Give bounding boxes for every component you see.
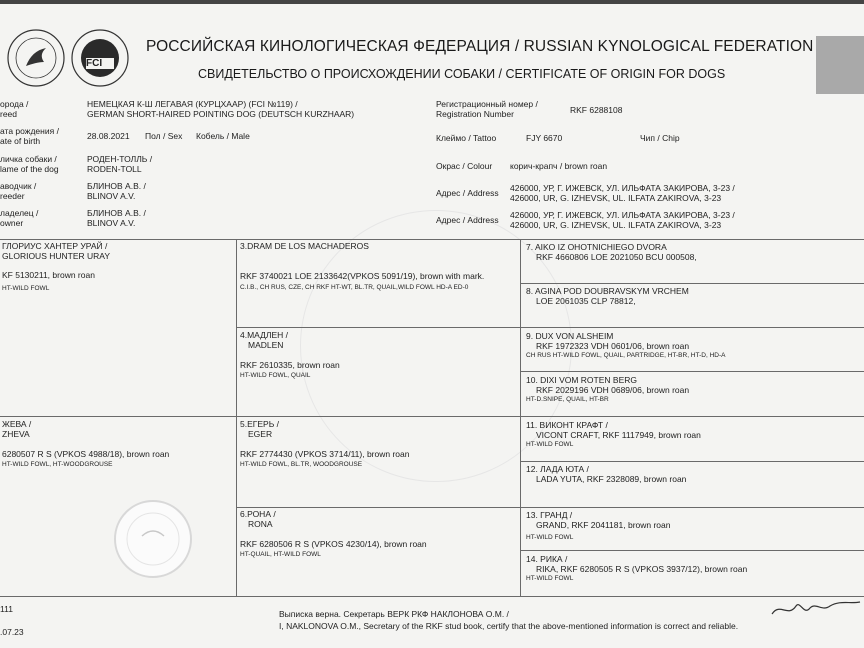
- name-label: личка собаки / lame of the dog: [0, 154, 59, 174]
- signature-icon: [770, 594, 862, 622]
- grid-line: [520, 371, 864, 372]
- dob-label: ата рождения / ate of birth: [0, 126, 59, 146]
- grid-line: [236, 239, 237, 596]
- name-value: РОДЕН-ТОЛЛЬ / RODEN-TOLL: [87, 154, 153, 174]
- great-grandparent-7: 7. AIKO IZ OHOTNICHIEGO DVORA RKF 4660806 LOE 2021050 BCU 000508,: [526, 242, 697, 262]
- fci-logo-text: FCI: [86, 58, 103, 69]
- great-grandparent-10: 10. DIXI VOM ROTEN BERG RKF 2029196 VDH 0689/06, brown roan HT-D.SNIPE, QUAIL, HT-BR: [526, 375, 690, 403]
- owner-address-label: Адрес / Address: [436, 215, 499, 225]
- chip-label: Чип / Chip: [640, 133, 680, 143]
- redacted-box: [816, 36, 864, 94]
- breeder-label: аводчик / reeder: [0, 181, 37, 201]
- great-grandparent-11: 11. ВИКОНТ КРАФТ / VICONT CRAFT, RKF 1117949, brown roan HT-WILD FOWL: [526, 420, 701, 448]
- sex-value: Кобель / Male: [196, 131, 250, 141]
- dob-value: 28.08.2021: [87, 131, 130, 141]
- tattoo-value: FJY 6670: [526, 133, 563, 143]
- great-grandparent-9: 9. DUX VON ALSHEIM RKF 1972323 VDH 0601/06, brown roan CH RUS HT-WILD FOWL, QUAIL, PARTRIDGE, HT-BR, HT-D, HD-A: [526, 331, 726, 359]
- top-border: [0, 0, 864, 4]
- footer-left-number: 111: [0, 604, 13, 614]
- sex-label: Пол / Sex: [145, 131, 183, 141]
- breeder-value: БЛИНОВ А.В. / BLINOV A.V.: [87, 181, 146, 201]
- owner-value: БЛИНОВ А.В. / BLINOV A.V.: [87, 208, 146, 228]
- grid-line: [236, 507, 864, 508]
- grid-line: [520, 239, 521, 596]
- stamp-icon: [112, 498, 194, 580]
- grid-line: [0, 416, 864, 417]
- grid-line: [0, 239, 864, 240]
- grandparent-3: 3.DRAM DE LOS MACHADEROS RKF 3740021 LOE 2133642(VPKOS 5091/19), brown with mark. C.I.B., CH RUS, CZE, CH RKF HT-WT, BL.TR, QUAIL,WILD FOWL HD-A ED-0: [240, 241, 485, 291]
- owner-label: ладелец / owner: [0, 208, 39, 228]
- reg-value: RKF 6288108: [570, 105, 623, 115]
- grid-line: [520, 550, 864, 551]
- rkf-logo-icon: [6, 28, 66, 88]
- breeder-address-value: 426000, УР, Г. ИЖЕВСК, УЛ. ИЛЬФАТА ЗАКИРОВА, 3-23 / 426000, UR, G. IZHEVSK, UL. ILFATA ZAKIROVA, 3-23: [510, 183, 735, 203]
- great-grandparent-14: 14. РИКА / RIKA, RKF 6280505 R S (VPKOS 3937/12), brown roan HT-WILD FOWL: [526, 554, 748, 582]
- grid-line: [520, 461, 864, 462]
- colour-label: Окрас / Colour: [436, 161, 493, 171]
- great-grandparent-12: 12. ЛАДА ЮТА / LADA YUTA, RKF 2328089, brown roan: [526, 464, 687, 484]
- footer-left-date: .07.23: [0, 627, 24, 637]
- breed-label: орода / reed: [0, 99, 29, 119]
- grid-line: [520, 283, 864, 284]
- breeder-address-label: Адрес / Address: [436, 188, 499, 198]
- reg-label: Регистрационный номер / Registration Number: [436, 99, 538, 119]
- grid-line: [236, 327, 864, 328]
- grandparent-6: 6.РОНА / RONA RKF 6280506 R S (VPKOS 4230/14), brown roan HT-QUAIL, HT-WILD FOWL: [240, 509, 427, 558]
- footer-en: I, NAKLONOVA O.M., Secretary of the RKF stud book, certify that the above-mentioned information is correct and reliable.: [279, 621, 739, 631]
- grandparent-4: 4.МАДЛЕН / MADLEN RKF 2610335, brown roan HT-WILD FOWL, QUAIL: [240, 330, 340, 379]
- breed-value: НЕМЕЦКАЯ К-Ш ЛЕГАВАЯ (КУРЦХААР) (FCI №119) / GERMAN SHORT-HAIRED POINTING DOG (DEUTSCH KURZHAAR): [87, 99, 355, 119]
- colour-value: корич-крапч / brown roan: [510, 161, 608, 171]
- grid-line: [0, 596, 864, 597]
- page-subtitle: СВИДЕТЕЛЬСТВО О ПРОИСХОЖДЕНИИ СОБАКИ / CERTIFICATE OF ORIGIN FOR DOGS: [198, 67, 726, 81]
- parent-dam: ЖЕВА / ZHEVA 6280507 R S (VPKOS 4988/18), brown roan HT-WILD FOWL, HT-WOODGROUSE: [2, 419, 170, 468]
- footer-ru: Выписка верна. Секретарь ВЕРК РКФ НАКЛОНОВА О.М. /: [279, 609, 509, 619]
- page-title: РОССИЙСКАЯ КИНОЛОГИЧЕСКАЯ ФЕДЕРАЦИЯ / RUSSIAN KYNOLOGICAL FEDERATION: [146, 38, 814, 55]
- grandparent-5: 5.ЕГЕРЬ / EGER RKF 2774430 (VPKOS 3714/11), brown roan HT-WILD FOWL, BL.TR, WOODGROUSE: [240, 419, 410, 468]
- great-grandparent-13: 13. ГРАНД / GRAND, RKF 2041181, brown roan HT-WILD FOWL: [526, 510, 671, 541]
- tattoo-label: Клеймо / Tattoo: [436, 133, 497, 143]
- owner-address-value: 426000, УР, Г. ИЖЕВСК, УЛ. ИЛЬФАТА ЗАКИРОВА, 3-23 / 426000, UR, G. IZHEVSK, UL. ILFATA ZAKIROVA, 3-23: [510, 210, 735, 230]
- parent-sire: ГЛОРИУС ХАНТЕР УРАЙ / GLORIOUS HUNTER URAY KF 5130211, brown roan HT-WILD FOWL: [2, 241, 110, 292]
- great-grandparent-8: 8. AGINA POD DOUBRAVSKYM VRCHEM LOE 2061035 CLP 78812,: [526, 286, 689, 306]
